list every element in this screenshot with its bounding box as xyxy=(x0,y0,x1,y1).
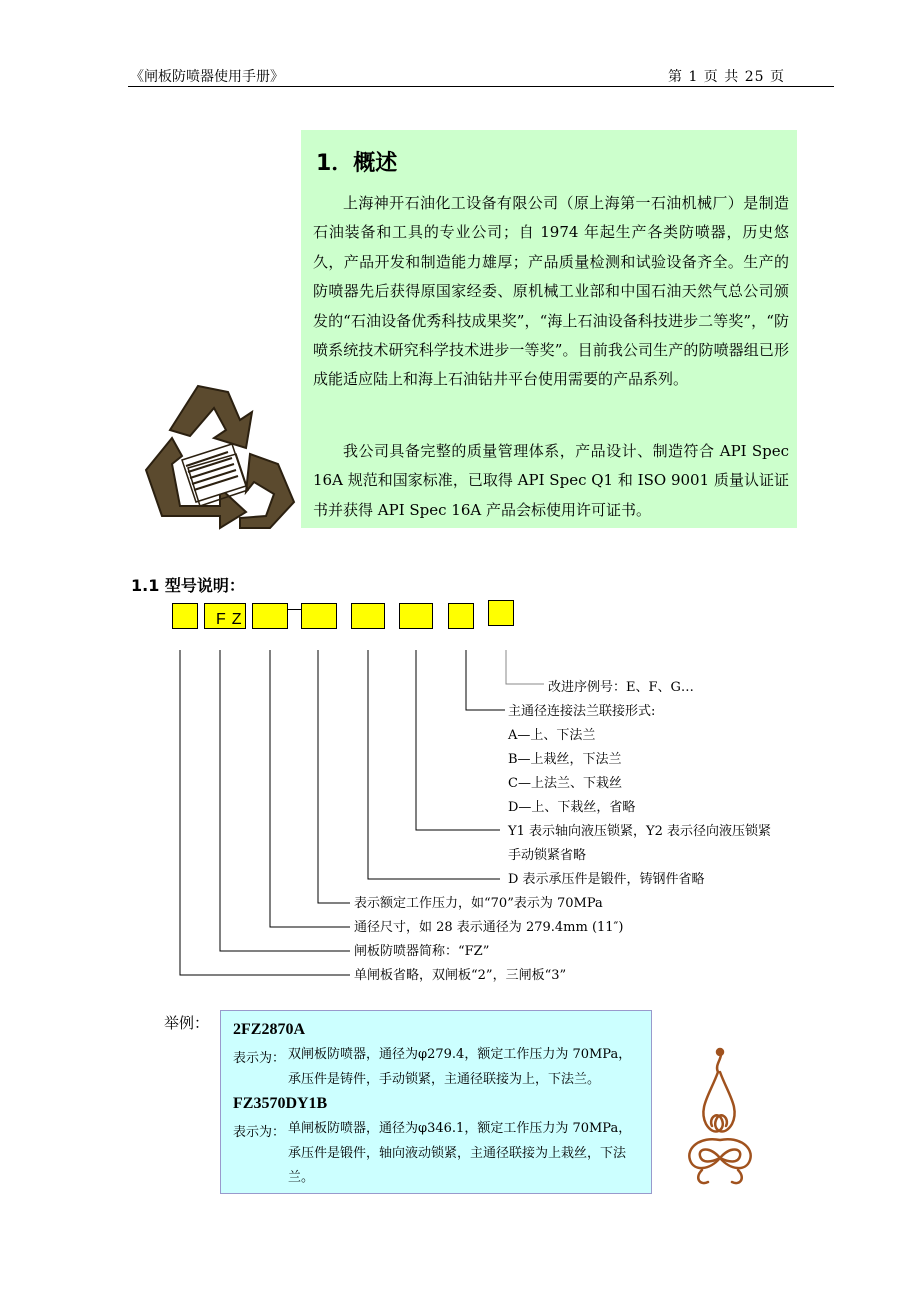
example-label: 举例： xyxy=(164,1014,210,1032)
example-code-2: FZ3570DY1B xyxy=(233,1095,328,1112)
label-bore-size: 通径尺寸，如 28 表示通径为 279.4mm (11″) xyxy=(354,920,624,935)
page-info: 第 1 页 共 25 页 xyxy=(668,69,785,85)
ornament-icon xyxy=(680,1044,760,1194)
overview-paragraph-1: 上海神开石油化工设备有限公司（原上海第一石油机械厂）是制造石油装备和工具的专业公司；自 1974 年起生产各类防喷器，历史悠久，产品开发和制造能力雄厚；产品质量检测和试验设备齐全。生产的防喷器先后获得原国家经委、原机械工业部和中国石油天然气总公司颁发的“石油设备优秀科技成果奖”，“海上石油设备科技进步二等奖”，“防喷系统技术研究科学技术进步一等奖”。目前我公司生产的防喷器组已形成能适应陆上和海上石油钻井平台使用需要的产品系列。 xyxy=(313,194,789,389)
label-flange-a: A—上、下法兰 xyxy=(508,728,596,743)
label-flange-d: D—上、下栽丝，省略 xyxy=(508,800,636,815)
fz-code: FZ xyxy=(216,611,248,628)
label-flange-type: 主通径连接法兰联接形式: xyxy=(508,704,656,719)
document-title: 《闸板防喷器使用手册》 xyxy=(130,69,284,85)
example-text-2: 单闸板防喷器，通径为φ346.1，额定工作压力为 70MPa，承压件是锻件，轴向液动锁紧，主通径联接为上栽丝，下法兰。 xyxy=(288,1121,632,1185)
label-pressure: 表示额定工作压力，如“70”表示为 70MPa xyxy=(354,896,603,911)
label-ram-count: 单闸板省略，双闸板“2”，三闸板“3” xyxy=(354,968,567,983)
overview-paragraph-2: 我公司具备完整的质量管理体系，产品设计、制造符合 API Spec 16A 规范和国家标准，已取得 API Spec Q1 和 ISO 9001 质量认证证书并获得 API Spec 16A 产品会标使用许可证书。 xyxy=(313,442,789,519)
label-lock-type: Y1 表示轴向液压锁紧，Y2 表示径向液压锁紧 xyxy=(508,824,771,839)
label-flange-c: C—上法兰、下栽丝 xyxy=(508,776,622,791)
label-flange-b: B—上栽丝，下法兰 xyxy=(508,752,622,767)
example-box xyxy=(220,1010,652,1194)
label-abbreviation: 闸板防喷器简称：“FZ” xyxy=(354,944,490,959)
section-title: 1．概述 xyxy=(316,151,398,176)
label-forging: D 表示承压件是锻件，铸钢件省略 xyxy=(508,872,705,887)
label-lock-manual: 手动锁紧省略 xyxy=(508,848,587,863)
example-text-1: 双闸板防喷器，通径为φ279.4，额定工作压力为 70MPa，承压件是铸件，手动锁紧，主通径联接为上，下法兰。 xyxy=(288,1047,632,1087)
subsection-title: 1.1 型号说明： xyxy=(131,576,245,595)
label-revision: 改进序例号：E、F、G… xyxy=(548,680,694,695)
example-prefix-1: 表示为： xyxy=(233,1051,286,1066)
example-code-1: 2FZ2870A xyxy=(233,1021,305,1038)
example-prefix-2: 表示为： xyxy=(233,1125,286,1140)
